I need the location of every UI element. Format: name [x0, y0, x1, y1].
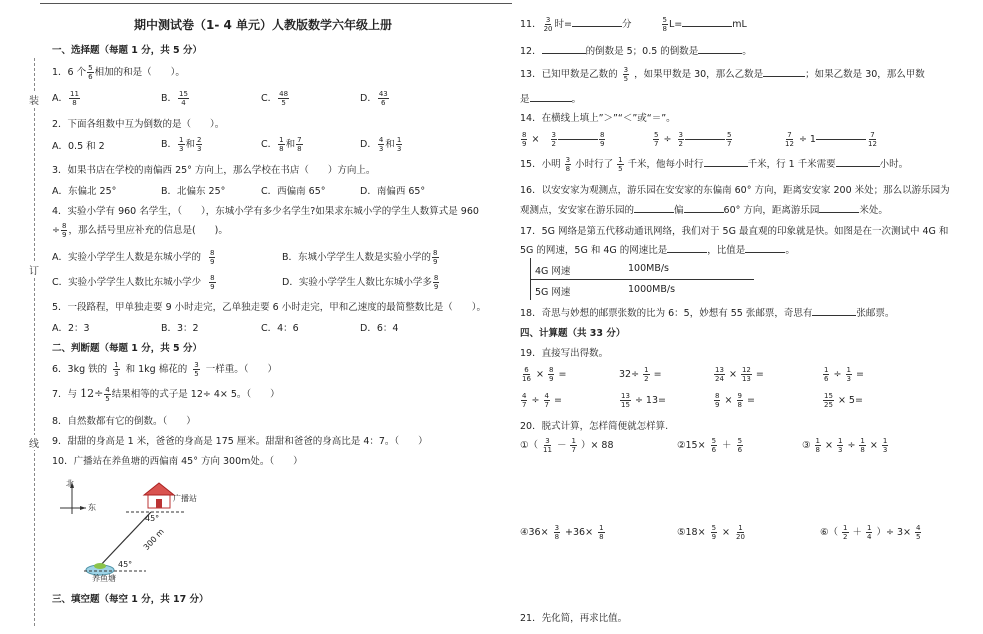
binding-char-xian: 线	[29, 435, 39, 450]
q3-option-c[interactable]: C．西偏南 65°	[261, 186, 326, 197]
q19-item-2: 32÷ $\frac{1}{2}$ =	[619, 366, 662, 383]
q5-option-d[interactable]: D．6：4	[360, 323, 399, 334]
q5-option-c[interactable]: C．4：6	[261, 323, 299, 334]
question-15: 15．小明 $\frac{3}{8}$ 小时行了 $\frac{1}{5}$ 千米，他每小时行 千米，行 1 千米需要 小时。	[520, 156, 909, 173]
map-north-label: 北	[66, 479, 74, 488]
question-1: 1．6 个 $\frac{5}{6}$ 相加的和是（ ）。	[52, 64, 185, 81]
q4-option-a[interactable]: A．实验小学学生人数是东城小学的 $\frac{8}{9}$	[52, 249, 215, 266]
q17-blank-1[interactable]	[667, 252, 707, 253]
question-20: 20．脱式计算，怎样简便就怎样算.	[520, 421, 669, 432]
map-pond-label: 养鱼塘	[92, 574, 116, 583]
q1-option-b[interactable]: B． $\frac{15}{4}$	[161, 90, 188, 107]
q3-option-d[interactable]: D．南偏西 65°	[360, 186, 426, 197]
q14-compare-3: $\frac{7}{12}$ ÷ 1 $\frac{7}{12}$	[785, 131, 877, 148]
q14-compare-2: $\frac{5}{7}$ ÷ $\frac{3}{2}$ $\frac{5}{7}$	[654, 131, 732, 148]
q2-option-d[interactable]: D． $\frac{4}{3}$ 和 $\frac{1}{3}$	[360, 136, 402, 153]
section-judge-heading: 二、判断题（每题 1 分，共 5 分）	[52, 343, 202, 354]
q15-blank-2[interactable]	[836, 166, 880, 167]
q14-compare-1: $\frac{8}{9}$ × $\frac{3}{2}$ $\frac{8}{9}$	[522, 131, 605, 148]
q4-option-c[interactable]: C．实验小学学生人数比东城小学少 $\frac{8}{9}$	[52, 274, 215, 291]
q12-blank-1[interactable]	[542, 53, 586, 54]
q13-blank-2[interactable]	[530, 101, 572, 102]
speed-4g-label: 4G 网速	[535, 266, 571, 277]
q20-expr-5: ⑤18× $\frac{5}{9}$ × $\frac{1}{20}$	[677, 524, 745, 541]
q19-item-8: $\frac{15}{25}$ × 5=	[824, 392, 863, 409]
page-title: 期中测试卷（1- 4 单元）人教版数学六年级上册	[134, 18, 393, 32]
q20-expr-2: ②15× $\frac{5}{6}$ ＋ $\frac{5}{6}$	[677, 437, 743, 454]
q18-blank[interactable]	[812, 315, 856, 316]
speed-5g-value: 1000MB/s	[628, 284, 676, 295]
question-13-line1: 13．已知甲数是乙数的 $\frac{3}{5}$ ，如果甲数是 30，那么乙数是 ；如果乙数是 30，那么甲数	[520, 66, 925, 83]
map-station-label: 广播站	[173, 494, 197, 503]
q14-blank-2[interactable]	[685, 139, 725, 140]
question-13-line2: 是 。	[520, 94, 582, 105]
q19-item-4: $\frac{1}{6}$ ÷ $\frac{1}{3}$ =	[824, 366, 864, 383]
q1-option-a[interactable]: A． $\frac{11}{8}$	[52, 90, 79, 107]
speed-table-divider	[530, 279, 754, 280]
q19-item-3: $\frac{13}{24}$ × $\frac{12}{13}$ =	[715, 366, 764, 383]
question-6: 6．3kg 铁的 $\frac{1}{3}$ 和 1kg 棉花的 $\frac{3}{5}$ 一样重。（ ）	[52, 361, 277, 378]
top-rule	[40, 3, 512, 4]
question-17-line1: 17．5G 网络是第五代移动通讯网络，我们对于 5G 最直观的印象就是快。如图是在一次测试中 4G 和	[520, 226, 949, 237]
q2-option-c[interactable]: C． $\frac{1}{8}$ 和 $\frac{7}{8}$	[261, 136, 302, 153]
question-4-line1: 4．实验小学有 960 名学生，（ ），东城小学有多少名学生?如果求东城小学的学生人数算式是 960	[52, 206, 479, 217]
q3-option-a[interactable]: A．东偏北 25°	[52, 186, 117, 197]
question-10: 10．广播站在养鱼塘的西偏南 45° 方向 300m处。（ ）	[52, 456, 303, 467]
question-5: 5．一段路程，甲单独走要 9 小时走完，乙单独走要 6 小时走完，甲和乙速度的最简整数比是（ ）。	[52, 302, 486, 313]
section-choice-heading: 一、选择题（每题 1 分，共 5 分）	[52, 45, 202, 56]
map-distance-label: 300 m	[141, 527, 166, 552]
q19-item-6: $\frac{13}{15}$ ÷ 13=	[621, 392, 666, 409]
question-12: 12． 的倒数是 5；0.5 的倒数是 。	[520, 46, 752, 57]
binding-char-ding: 订	[29, 262, 39, 277]
q2-option-b[interactable]: B． $\frac{1}{3}$ 和 $\frac{2}{3}$	[161, 136, 202, 153]
question-18: 18．奇思与妙想的邮票张数的比为 6：5，妙想有 55 张邮票，奇思有 张邮票。	[520, 308, 895, 319]
map-east-label: 东	[88, 503, 96, 512]
q20-expr-4: ④36× $\frac{3}{8}$ +36× $\frac{1}{8}$	[520, 524, 604, 541]
question-2: 2．下面各组数中互为倒数的是（ ）。	[52, 119, 225, 130]
question-16-line2: 观测点，安安家在游乐园的 偏 60° 方向，距离游乐园 米处。	[520, 205, 888, 216]
speed-4g-value: 100MB/s	[628, 263, 669, 274]
q20-expr-3: ③ $\frac{1}{8}$ × $\frac{1}{3}$ ÷ $\frac{1}{8}$ × $\frac{1}{3}$	[802, 437, 888, 454]
question-9: 9．甜甜的身高是 1 米，爸爸的身高是 175 厘米。甜甜和爸爸的身高比是 4：7。（ ）	[52, 436, 428, 447]
q19-item-5: $\frac{4}{7}$ ÷ $\frac{4}{7}$ =	[522, 392, 562, 409]
question-21: 21．先化简，再求比值。	[520, 613, 628, 624]
question-4-line2: ÷ $\frac{8}{9}$ ，那么括号里应补充的信息是( )。	[52, 222, 228, 239]
binding-char-zhuang: 装	[29, 92, 39, 107]
q20-expr-6: ⑥（ $\frac{1}{2}$ ＋ $\frac{1}{4}$ ）÷ 3× $\frac{4}{5}$	[820, 524, 921, 541]
q12-blank-2[interactable]	[698, 53, 742, 54]
section-fill-heading: 三、填空题（每空 1 分，共 17 分）	[52, 594, 209, 605]
q5-option-b[interactable]: B．3：2	[161, 323, 199, 334]
question-16-line1: 16．以安安家为观测点，游乐园在安安家的东偏南 60° 方向，距离安安家 200 米处；那么以游乐园为	[520, 185, 950, 196]
map-angle-bottom: 45°	[118, 560, 133, 569]
speed-5g-label: 5G 网速	[535, 287, 571, 298]
q2-option-a[interactable]: A．0.5 和 2	[52, 141, 105, 152]
q1-option-c[interactable]: C． $\frac{48}{5}$	[261, 90, 289, 107]
q14-blank-1[interactable]	[558, 139, 598, 140]
q13-blank-1[interactable]	[763, 76, 805, 77]
direction-map-figure	[56, 478, 226, 588]
map-angle-top: 45°	[145, 514, 160, 523]
question-3: 3．如果书店在学校的南偏西 25° 方向上，那么学校在书店（ ）方向上。	[52, 165, 376, 176]
q5-option-a[interactable]: A．2：3	[52, 323, 90, 334]
q16-blank-2[interactable]	[684, 212, 724, 213]
q4-option-d[interactable]: D．实验小学学生人数比东城小学多 $\frac{8}{9}$	[282, 274, 439, 291]
q4-option-b[interactable]: B．东城小学学生人数是实验小学的 $\frac{8}{9}$	[282, 249, 438, 266]
q11-blank-2[interactable]	[682, 26, 732, 27]
section-calc-heading: 四、计算题（共 33 分）	[520, 328, 626, 339]
q15-blank-1[interactable]	[704, 166, 748, 167]
q19-item-7: $\frac{8}{9}$ × $\frac{9}{8}$ =	[715, 392, 755, 409]
q17-blank-2[interactable]	[745, 252, 785, 253]
question-17-line2: 5G 的网速，5G 和 4G 的网速比是 ，比值是 。	[520, 245, 795, 256]
binding-line	[34, 58, 35, 626]
q16-blank-1[interactable]	[634, 212, 674, 213]
question-19: 19．直接写出得数。	[520, 348, 609, 359]
q14-blank-3[interactable]	[816, 139, 866, 140]
question-11: 11． $\frac{3}{20}$ 时= 分 $\frac{5}{8}$ L= mL	[520, 16, 747, 33]
q11-blank-1[interactable]	[572, 26, 622, 27]
q16-blank-3[interactable]	[819, 212, 859, 213]
question-8: 8．自然数都有它的倒数。（ ）	[52, 416, 196, 427]
q19-item-1: $\frac{6}{16}$ × $\frac{8}{9}$ =	[522, 366, 567, 383]
question-14: 14．在横线上填上”＞”“＜”或“＝”。	[520, 113, 676, 124]
q1-option-d[interactable]: D． $\frac{43}{6}$	[360, 90, 388, 107]
question-7: 7．与 12÷ $\frac{4}{5}$ 结果相等的式子是 12÷ 4× 5。（ ）	[52, 386, 280, 403]
broadcast-station-icon	[144, 483, 174, 508]
q20-expr-1: ①（ $\frac{3}{11}$ － $\frac{1}{7}$ ）× 88	[520, 437, 614, 454]
q3-option-b[interactable]: B．北偏东 25°	[161, 186, 226, 197]
